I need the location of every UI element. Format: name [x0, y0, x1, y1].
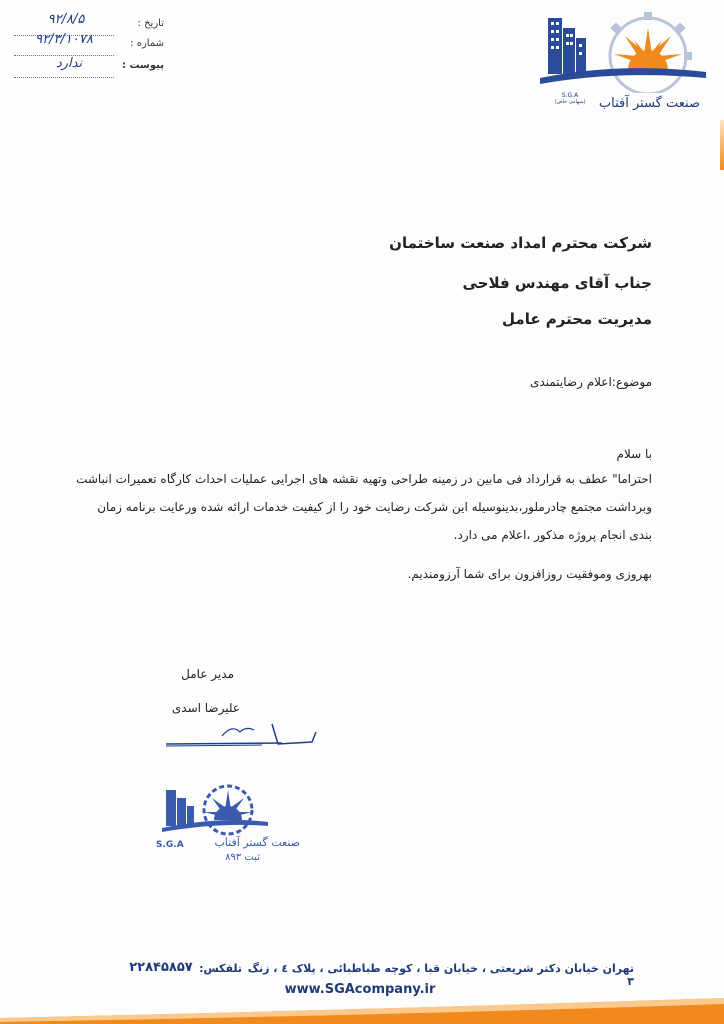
- letter-greeting: با سلام: [616, 447, 652, 461]
- company-stamp: [150, 776, 300, 866]
- footer-website[interactable]: www.SGAcompany.ir: [284, 982, 436, 997]
- attachment-dotline: [14, 76, 114, 78]
- letter-body-line-2: وبرداشت مجتمع چادرملور،بدینوسیله این شرکت رضایت خود را از کیفیت خدمات ارائه شده ورعایت برنامه زمان: [97, 500, 652, 514]
- stamp-company-name: صنعت گستر آفتاب: [214, 836, 300, 849]
- letter-body-line-1: احتراما" عطف به قرارداد فی مابین در زمینه طراحی وتهیه نقشه های اجرایی عملیات احداث کارگاه تعمیرات انباشت: [76, 472, 652, 486]
- orange-edge-accent: [720, 120, 724, 170]
- date-value: ۹۲/۸/۵: [47, 12, 85, 27]
- number-value: ۹۲/۳/۱۰۷۸: [35, 32, 93, 47]
- letter-closing: بهروزی وموفقیت روزافزون برای شما آرزومندیم.: [407, 567, 652, 581]
- footer-phone-label: تلفکس:: [199, 962, 242, 975]
- header-sga-text: S.G.A: [561, 92, 579, 99]
- header-logo: [530, 8, 710, 118]
- attachment-label: پیوست :: [121, 60, 164, 71]
- header-sga-abbrev: [550, 92, 590, 105]
- date-label: تاریخ :: [137, 18, 164, 29]
- stamp-reg-no: ثبت ۸۹۳: [225, 852, 260, 863]
- recipient-position: مدیریت محترم عامل: [502, 310, 652, 328]
- footer-orange-swoosh: [0, 996, 724, 1024]
- signature-drawing: [162, 718, 332, 758]
- number-label: شماره :: [130, 38, 164, 49]
- recipient-person: جناب آقای مهندس فلاحی: [462, 274, 652, 292]
- header-sga-tag: (سهامی خاص): [554, 99, 586, 105]
- footer-phone-value: ۲۲۸۴۵۸۵۷: [129, 960, 193, 975]
- letter-subject: موضوع:اعلام رضایتمندی: [530, 375, 652, 389]
- footer-address: تهران خیابان دکتر شریعتی ، خیابان قبا ، کوچه طباطبائی ، پلاک ٤ ، زنگ ٣: [247, 962, 634, 988]
- stamp-logo-icon: [160, 776, 270, 836]
- stamp-abbrev: S.G.A: [156, 840, 184, 850]
- header-company-name: صنعت گستر آفتاب: [598, 96, 700, 111]
- attachment-value: ندارد: [55, 56, 83, 71]
- signer-name: علیرضا اسدی: [171, 701, 240, 715]
- recipient-company: شرکت محترم امداد صنعت ساختمان: [389, 234, 652, 252]
- sun-gear-logo-icon: [530, 8, 710, 93]
- registration-fields: [14, 10, 164, 80]
- signer-title: مدیر عامل: [181, 667, 234, 681]
- letter-body-line-3: بندی انجام پروژه مذکور ،اعلام می دارد.: [453, 528, 652, 542]
